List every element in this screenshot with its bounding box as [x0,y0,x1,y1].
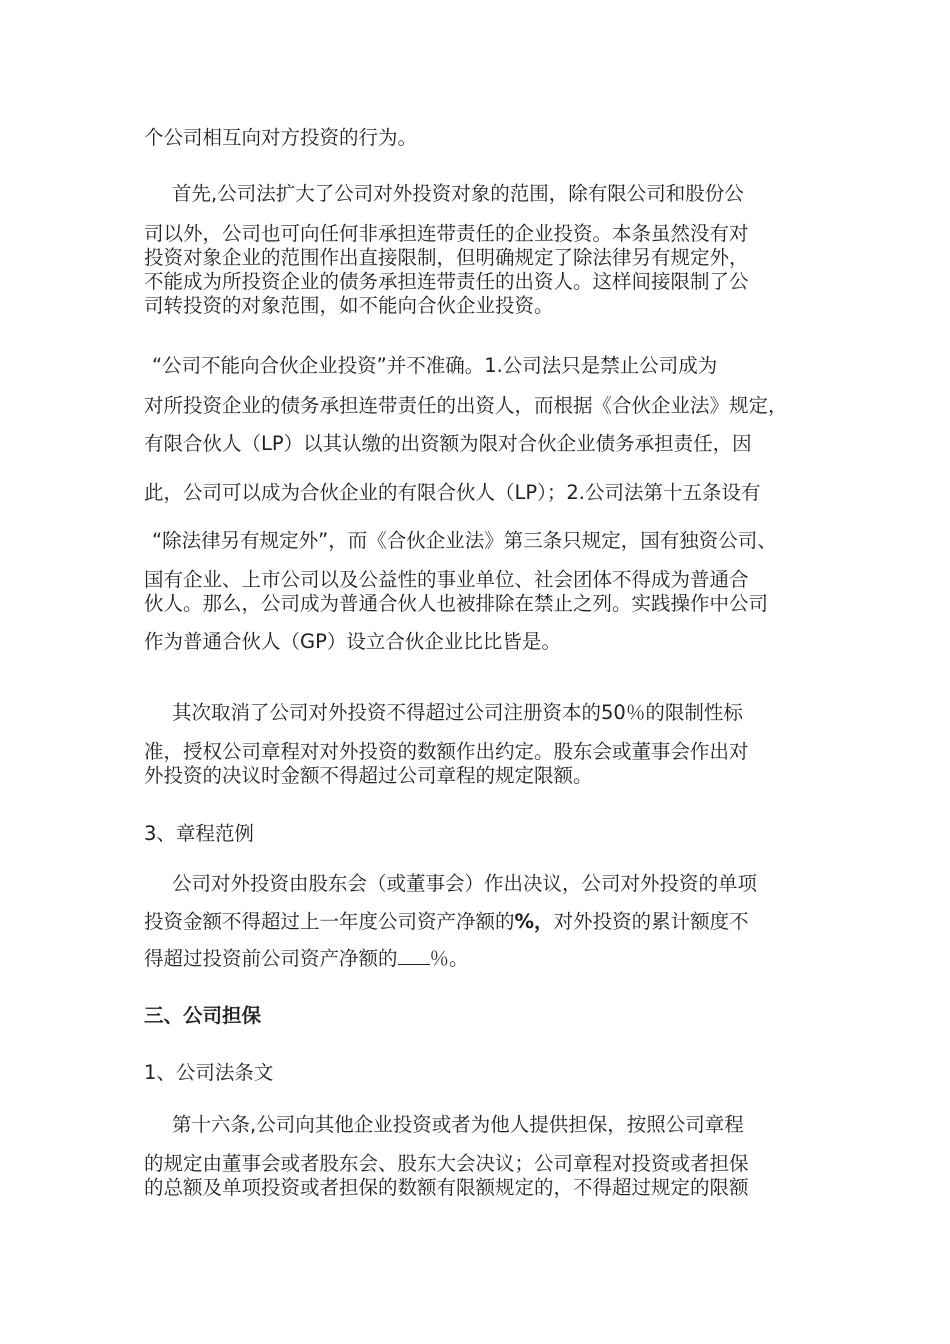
section-heading: 3、章程范例 [144,822,254,845]
paragraph-line: 的规定由董事会或者股东会、股东大会决议；公司章程对投资或者担保 [144,1152,749,1175]
paragraph-line [144,946,814,971]
text-span: 投资金额不得超过上一年度公司资产净额的 [144,910,515,933]
paragraph-line: 公司对外投资由股东会（或董事会）作出决议，公司对外投资的单项 [172,872,758,895]
paragraph-line: 有限合伙人（LP）以其认缴的出资额为限对合伙企业债务承担责任，因 [144,432,752,455]
paragraph-line: 个公司相互向对方投资的行为。 [144,126,418,149]
paragraph-line: “公司不能向合伙企业投资”并不准确。1.公司法只是禁止公司成为 [152,354,718,377]
paragraph-line: 不能成为所投资企业的债务承担连带责任的出资人。这样间接限制了公 [144,270,749,293]
paragraph-line: “除法律另有规定外”，而《合伙企业法》第三条只规定，国有独资公司、 [152,529,777,552]
paragraph-line: 司转投资的对象范围，如不能向合伙企业投资。 [144,294,554,317]
paragraph-line: 第十六条,公司向其他企业投资或者为他人提供担保，按照公司章程 [172,1113,744,1136]
paragraph-line: 准，授权公司章程对对外投资的数额作出约定。股东会或董事会作出对 [144,740,749,763]
percent-mark: %， [514,910,554,933]
paragraph-line: 的总额及单项投资或者担保的数额有限额规定的，不得超过规定的限额 [144,1176,749,1199]
paragraph-line: 对所投资企业的债务承担连带责任的出资人，而根据《合伙企业法》规定， [144,394,788,417]
paragraph-line: 司以外，公司也可向任何非承担连带责任的企业投资。本条虽然没有对 [144,222,749,245]
text-span: 对外投资的累计额度不 [553,910,749,933]
text-span: ％。 [429,947,469,970]
paragraph-line: 伙人。那么，公司成为普通合伙人也被排除在禁止之列。实践操作中公司 [144,592,769,615]
section-heading: 1、公司法条文 [144,1061,274,1084]
paragraph-line: 其次取消了公司对外投资不得超过公司注册资本的50％的限制性标 [172,701,743,724]
paragraph-line: 首先,公司法扩大了公司对外投资对象的范围，除有限公司和股份公 [172,182,744,205]
paragraph-line: 此，公司可以成为合伙企业的有限合伙人（LP）；2.公司法第十五条设有 [144,481,761,504]
paragraph-line: 投资对象企业的范围作出直接限制，但明确规定了除法律另有规定外， [144,246,749,269]
fill-in-blank [398,946,430,965]
paragraph-line: 外投资的决议时金额不得超过公司章程的规定限额。 [144,764,593,787]
paragraph-line [144,910,814,934]
paragraph-line: 作为普通合伙人（GP）设立合伙企业比比皆是。 [144,630,561,653]
paragraph-line: 国有企业、上市公司以及公益性的事业单位、社会团体不得成为普通合 [144,568,749,591]
text-span: 得超过投资前公司资产净额的 [144,947,398,970]
section-heading-bold: 三、公司担保 [144,1004,262,1027]
